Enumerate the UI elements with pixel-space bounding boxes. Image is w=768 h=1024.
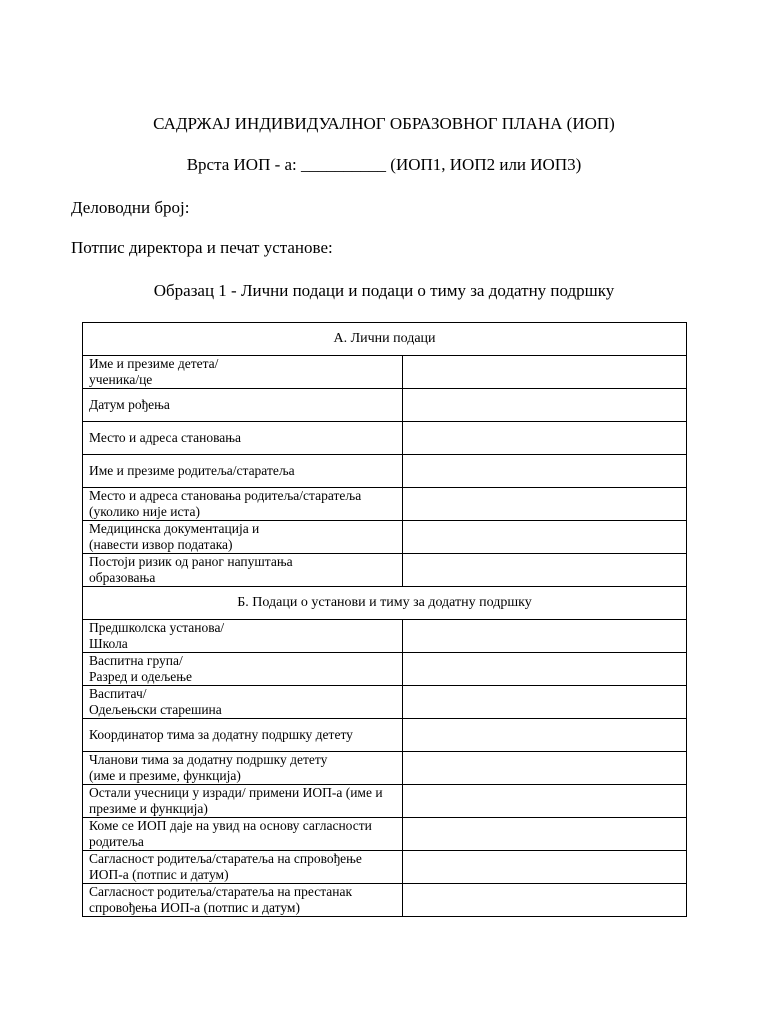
table-row xyxy=(83,356,687,389)
row-label-line1: Име и презиме детета/ xyxy=(89,356,219,371)
row-value-field[interactable] xyxy=(403,488,687,521)
signature-label: Потпис директора и печат установе: xyxy=(71,238,333,257)
row-label-line2: ИОП-а (потпис и датум) xyxy=(89,867,229,882)
row-label-line1: Сагласност родитеља/старатеља на престанак xyxy=(89,884,353,899)
row-value-field[interactable] xyxy=(403,719,687,752)
table-row xyxy=(83,620,687,653)
row-value-field[interactable] xyxy=(403,818,687,851)
table-row xyxy=(83,818,687,851)
row-value-field[interactable] xyxy=(403,389,687,422)
row-value-field[interactable] xyxy=(403,884,687,917)
row-label-line1: Остали учесници у изради/ примени ИОП-а (име и xyxy=(89,785,383,800)
section-b-title: Б. Подаци о установи и тиму за додатну подршку xyxy=(83,587,687,620)
row-value-field[interactable] xyxy=(403,356,687,389)
personal-data-table xyxy=(82,322,687,917)
row-value-field[interactable] xyxy=(403,686,687,719)
row-label-line2: презиме и функција) xyxy=(89,801,208,816)
row-value-field[interactable] xyxy=(403,851,687,884)
row-value-field[interactable] xyxy=(403,620,687,653)
table-row xyxy=(83,686,687,719)
table-row xyxy=(83,851,687,884)
row-label-line2: образовања xyxy=(89,570,156,585)
row-label-line1: Васпитач/ xyxy=(89,686,147,701)
table-row xyxy=(83,488,687,521)
row-label xyxy=(83,851,403,884)
row-label xyxy=(83,653,403,686)
row-label xyxy=(83,620,403,653)
row-label xyxy=(83,818,403,851)
table-row xyxy=(83,521,687,554)
row-value-field[interactable] xyxy=(403,521,687,554)
iop-type-line: Врста ИОП - а: __________ (ИОП1, ИОП2 или ИОП3) xyxy=(186,155,582,174)
section-b-header-row xyxy=(83,587,687,620)
row-label-line2: (име и презиме, функција) xyxy=(89,768,241,783)
row-value-field[interactable] xyxy=(403,554,687,587)
table-row xyxy=(83,653,687,686)
section-a-header-row xyxy=(83,323,687,356)
row-label-line1: Место и адреса становања xyxy=(89,430,242,445)
document-title: САДРЖАЈ ИНДИВИДУАЛНОГ ОБРАЗОВНОГ ПЛАНА (ИОП) xyxy=(153,114,615,133)
row-label-line2: ученика/це xyxy=(89,372,153,387)
row-label xyxy=(83,686,403,719)
row-label xyxy=(83,488,403,521)
row-label xyxy=(83,554,403,587)
table-row xyxy=(83,554,687,587)
row-label xyxy=(83,521,403,554)
row-label xyxy=(83,389,403,422)
row-label xyxy=(83,785,403,818)
row-label-line2: спровођења ИОП-а (потпис и датум) xyxy=(89,900,300,915)
row-label-line2: Школа xyxy=(89,636,128,651)
table-row xyxy=(83,884,687,917)
row-value-field[interactable] xyxy=(403,422,687,455)
row-value-field[interactable] xyxy=(403,752,687,785)
row-label-line1: Предшколска установа/ xyxy=(89,620,225,635)
table-row xyxy=(83,719,687,752)
row-label-line1: Координатор тима за додатну подршку детету xyxy=(89,727,353,742)
row-label-line1: Постоји ризик од раног напуштања xyxy=(89,554,293,569)
row-label-line1: Коме се ИОП даје на увид на основу сагласности xyxy=(89,818,372,833)
table-row xyxy=(83,389,687,422)
table-row xyxy=(83,422,687,455)
table-row xyxy=(83,785,687,818)
row-label-line2: родитеља xyxy=(89,834,144,849)
row-label-line1: Медицинска документација и xyxy=(89,521,260,536)
row-label-line2: (навести извор података) xyxy=(89,537,233,552)
table-row xyxy=(83,455,687,488)
row-label-line1: Датум рођења xyxy=(89,397,170,412)
row-label xyxy=(83,884,403,917)
row-value-field[interactable] xyxy=(403,785,687,818)
section-a-title: А. Лични подаци xyxy=(83,323,687,356)
row-label-line1: Име и презиме родитеља/старатеља xyxy=(89,463,295,478)
row-label-line1: Васпитна група/ xyxy=(89,653,183,668)
row-value-field[interactable] xyxy=(403,455,687,488)
row-label xyxy=(83,752,403,785)
row-label-line2: Одељењски старешина xyxy=(89,702,222,717)
row-label-line2: (уколико није иста) xyxy=(89,504,200,519)
row-label xyxy=(83,356,403,389)
row-label xyxy=(83,455,403,488)
row-label-line1: Чланови тима за додатну подршку детету xyxy=(89,752,328,767)
reference-number-label: Деловодни број: xyxy=(71,198,190,217)
row-label-line1: Место и адреса становања родитеља/старатеља xyxy=(89,488,362,503)
form-title: Образац 1 - Лични подаци и подаци о тиму за додатну подршку xyxy=(153,281,615,300)
row-label-line1: Сагласност родитеља/старатеља на спровођење xyxy=(89,851,362,866)
table-row xyxy=(83,752,687,785)
row-value-field[interactable] xyxy=(403,653,687,686)
row-label xyxy=(83,422,403,455)
row-label xyxy=(83,719,403,752)
row-label-line2: Разред и одељење xyxy=(89,669,193,684)
